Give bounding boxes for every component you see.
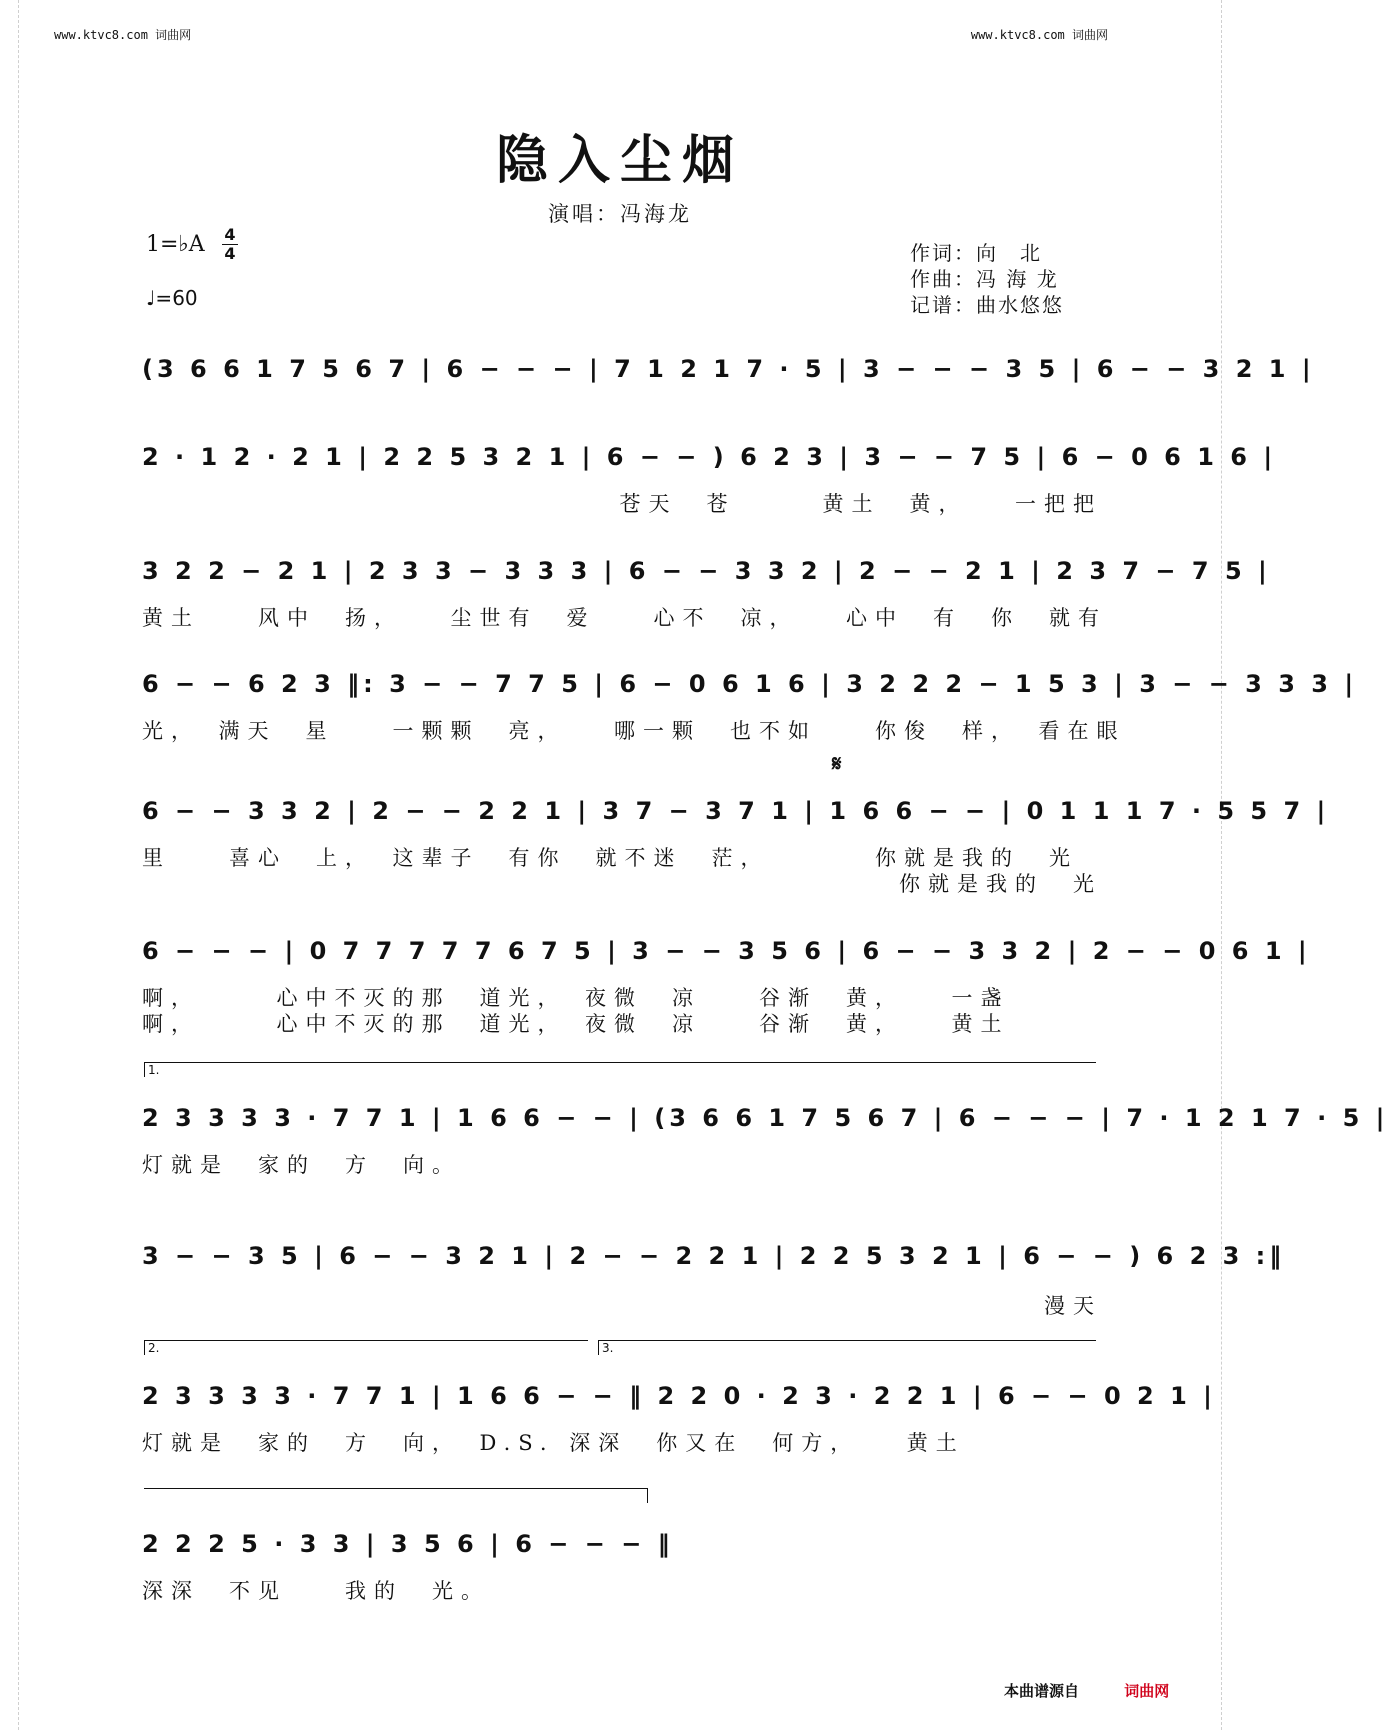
lyric-line: 苍天 苍 黄土 黄， 一把把 xyxy=(619,492,1102,516)
score-line-notes: 2 · 1 2 · 2 1 | 2 2 5 3 2 1 | 6 − − ) 6 2 3 | 3 − − 7 5 | 6 − 0 6 1 6 | xyxy=(142,443,1277,471)
site-url-right[interactable]: www.ktvc8.com 词曲网 xyxy=(970,28,1108,42)
site-url-left[interactable]: www.ktvc8.com 词曲网 xyxy=(54,28,192,42)
tempo-marking: ♩=60 xyxy=(146,286,198,310)
volta-second-ending: 2. xyxy=(144,1340,588,1355)
score-line-notes: 2 2 2 5 · 3 3 | 3 5 6 | 6 − − − ‖ xyxy=(142,1530,674,1558)
lyric-line: 灯就是 家的 方 向。 xyxy=(142,1153,461,1177)
right-watermark-strip xyxy=(1221,0,1236,1730)
volta-third-ending-continued xyxy=(144,1488,648,1503)
lyric-line: 深深 不见 我的 光。 xyxy=(142,1579,490,1603)
lyric-line: 里 喜心 上， 这辈子 有你 就不迷 茫， 你就是我的 光 xyxy=(142,846,1078,870)
score-line-notes: 6 − − − | 0 7 7 7 7 7 6 7 5 | 3 − − 3 5 6 | 6 − − 3 3 2 | 2 − − 0 6 1 | xyxy=(142,937,1311,965)
segno-sign: 𝄋 xyxy=(832,752,842,777)
song-title: 隐入尘烟 xyxy=(495,130,744,191)
lyric-line: 你就是我的 光 xyxy=(899,872,1102,896)
meter-bottom: 4 xyxy=(224,244,236,263)
lyric-line: 灯就是 家的 方 向， D.S. 深深 你又在 何方， 黄土 xyxy=(142,1431,965,1455)
footer-source-text: 本曲谱源自 xyxy=(1004,1682,1080,1700)
lyric-line: 漫天 xyxy=(1044,1294,1102,1318)
lyric-line: 光， 满天 星 一颗颗 亮， 哪一颗 也不如 你俊 样， 看在眼 xyxy=(142,719,1126,743)
lyric-line: 黄土 风中 扬， 尘世有 爱 心不 凉， 心中 有 你 就有 xyxy=(142,606,1107,630)
score-line-notes: 2 3 3 3 3 · 7 7 1 | 1 6 6 − − ‖ 2 2 0 · 2 3 · 2 2 1 | 6 − − 0 2 1 | xyxy=(142,1382,1216,1410)
singer-credit: 演唱：冯海龙 xyxy=(548,202,692,226)
lyricist-credit: 作词：向 北 xyxy=(910,241,1042,265)
key-signature: 1=♭A xyxy=(146,232,205,257)
score-line-notes: 6 − − 3 3 2 | 2 − − 2 2 1 | 3 7 − 3 7 1 | 1 6 6 − − | 0 1 1 1 7 · 5 5 7 | xyxy=(142,797,1330,825)
composer-credit: 作曲：冯 海 龙 xyxy=(910,267,1059,291)
meter-top: 4 xyxy=(222,226,238,245)
score-line-notes: 6 − − 6 2 3 ‖: 3 − − 7 7 5 | 6 − 0 6 1 6 | 3 2 2 2 − 1 5 3 | 3 − − 3 3 3 | xyxy=(142,670,1358,698)
footer-brand-link[interactable]: 词曲网 xyxy=(1124,1682,1170,1700)
volta-third-ending: 3. xyxy=(598,1340,1096,1355)
lyric-line: 啊， 心中不灭的那 道光， 夜微 凉 谷渐 黄， 黄土 xyxy=(142,1012,1010,1036)
score-line-notes: 3 − − 3 5 | 6 − − 3 2 1 | 2 − − 2 2 1 | 2 2 5 3 2 1 | 6 − − ) 6 2 3 :‖ xyxy=(142,1242,1286,1270)
footer-source xyxy=(1004,1680,1169,1701)
time-signature xyxy=(222,226,238,263)
volta-first-ending: 1. xyxy=(144,1062,1096,1077)
lyric-line: 啊， 心中不灭的那 道光， 夜微 凉 谷渐 黄， 一盏 xyxy=(142,986,1010,1010)
score-line-notes: (3 6 6 1 7 5 6 7 | 6 − − − | 7 1 2 1 7 · 5 | 3 − − − 3 5 | 6 − − 3 2 1 | xyxy=(142,355,1315,383)
transcriber-credit: 记谱：曲水悠悠 xyxy=(910,293,1064,317)
left-watermark-strip xyxy=(4,0,19,1730)
score-line-notes: 3 2 2 − 2 1 | 2 3 3 − 3 3 3 | 6 − − 3 3 2 | 2 − − 2 1 | 2 3 7 − 7 5 | xyxy=(142,557,1271,585)
score-line-notes: 2 3 3 3 3 · 7 7 1 | 1 6 6 − − | (3 6 6 1 7 5 6 7 | 6 − − − | 7 · 1 2 1 7 · 5 | xyxy=(142,1104,1388,1132)
credits-block xyxy=(910,240,1064,318)
